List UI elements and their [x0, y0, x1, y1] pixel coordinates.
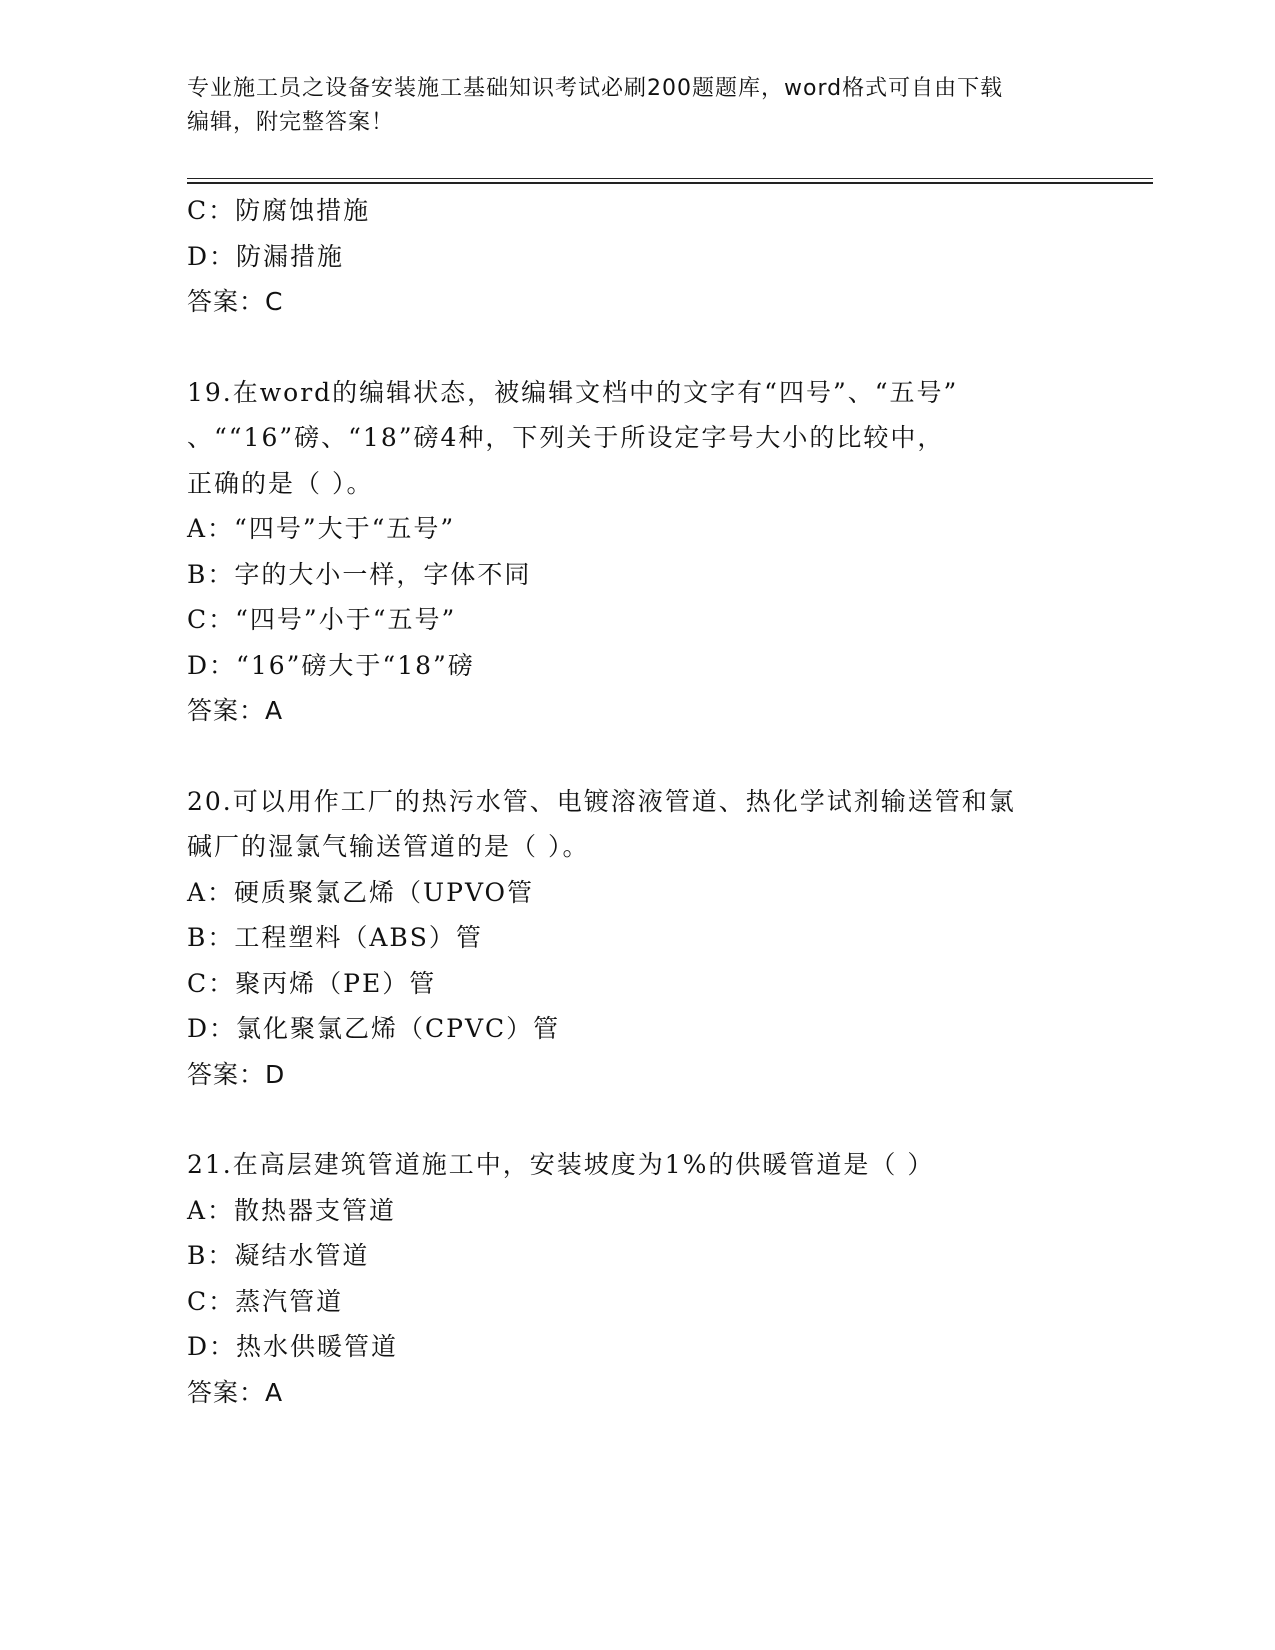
- header-divider-thin: [187, 178, 1153, 179]
- header-title-line-1: 专业施工员之设备安装施工基础知识考试必刷200题题库，word格式可自由下载: [187, 76, 1004, 101]
- option-d: D：热水供暖管道: [187, 1332, 399, 1361]
- option-c: C：“四号”小于“五号”: [187, 605, 457, 634]
- question-block-19: [187, 370, 1127, 734]
- header-title-line-2: 编辑，附完整答案！: [187, 110, 395, 135]
- option-a: A：“四号”大于“五号”: [187, 514, 456, 543]
- option-c: C：聚丙烯（PE）管: [187, 968, 437, 998]
- answer-line: 答案：D: [187, 1059, 286, 1089]
- option-d: D：氯化聚氯乙烯（CPVC）管: [187, 1014, 561, 1043]
- question-stem-line: 19.在word的编辑状态，被编辑文档中的文字有“四号”、“五号”: [187, 377, 959, 407]
- option-a: A：散热器支管道: [187, 1195, 397, 1225]
- question-block-20: [187, 779, 1127, 1098]
- option-d: D：防漏措施: [187, 241, 345, 271]
- answer-line: 答案：C: [187, 287, 284, 316]
- option-b: B：凝结水管道: [187, 1241, 370, 1270]
- question-block-18-tail: [187, 188, 1127, 325]
- option-c: C：防腐蚀措施: [187, 196, 371, 225]
- page-header: [187, 72, 1087, 140]
- document-body: [187, 188, 1127, 1415]
- question-block-21: [187, 1142, 1127, 1415]
- question-stem-line: 20.可以用作工厂的热污水管、电镀溶液管道、热化学试剂输送管和氯: [187, 786, 1016, 816]
- header-divider-thick: [187, 182, 1153, 184]
- option-a: A：硬质聚氯乙烯（UPVO管: [187, 877, 535, 907]
- answer-line: 答案：A: [187, 1377, 284, 1407]
- question-stem-line: 正确的是（ ）。: [187, 468, 374, 498]
- option-d: D：“16”磅大于“18”磅: [187, 650, 475, 680]
- question-stem-line: 碱厂的湿氯气输送管道的是（ ）。: [187, 832, 590, 861]
- question-stem-line: 、““16”磅、“18”磅4种，下列关于所设定字号大小的比较中，: [187, 423, 945, 452]
- option-c: C：蒸汽管道: [187, 1286, 344, 1316]
- answer-line: 答案：A: [187, 696, 284, 725]
- option-b: B：工程塑料（ABS）管: [187, 923, 483, 952]
- option-b: B：字的大小一样，字体不同: [187, 559, 532, 589]
- question-stem-line: 21.在高层建筑管道施工中，安装坡度为1%的供暖管道是（ ）: [187, 1150, 935, 1179]
